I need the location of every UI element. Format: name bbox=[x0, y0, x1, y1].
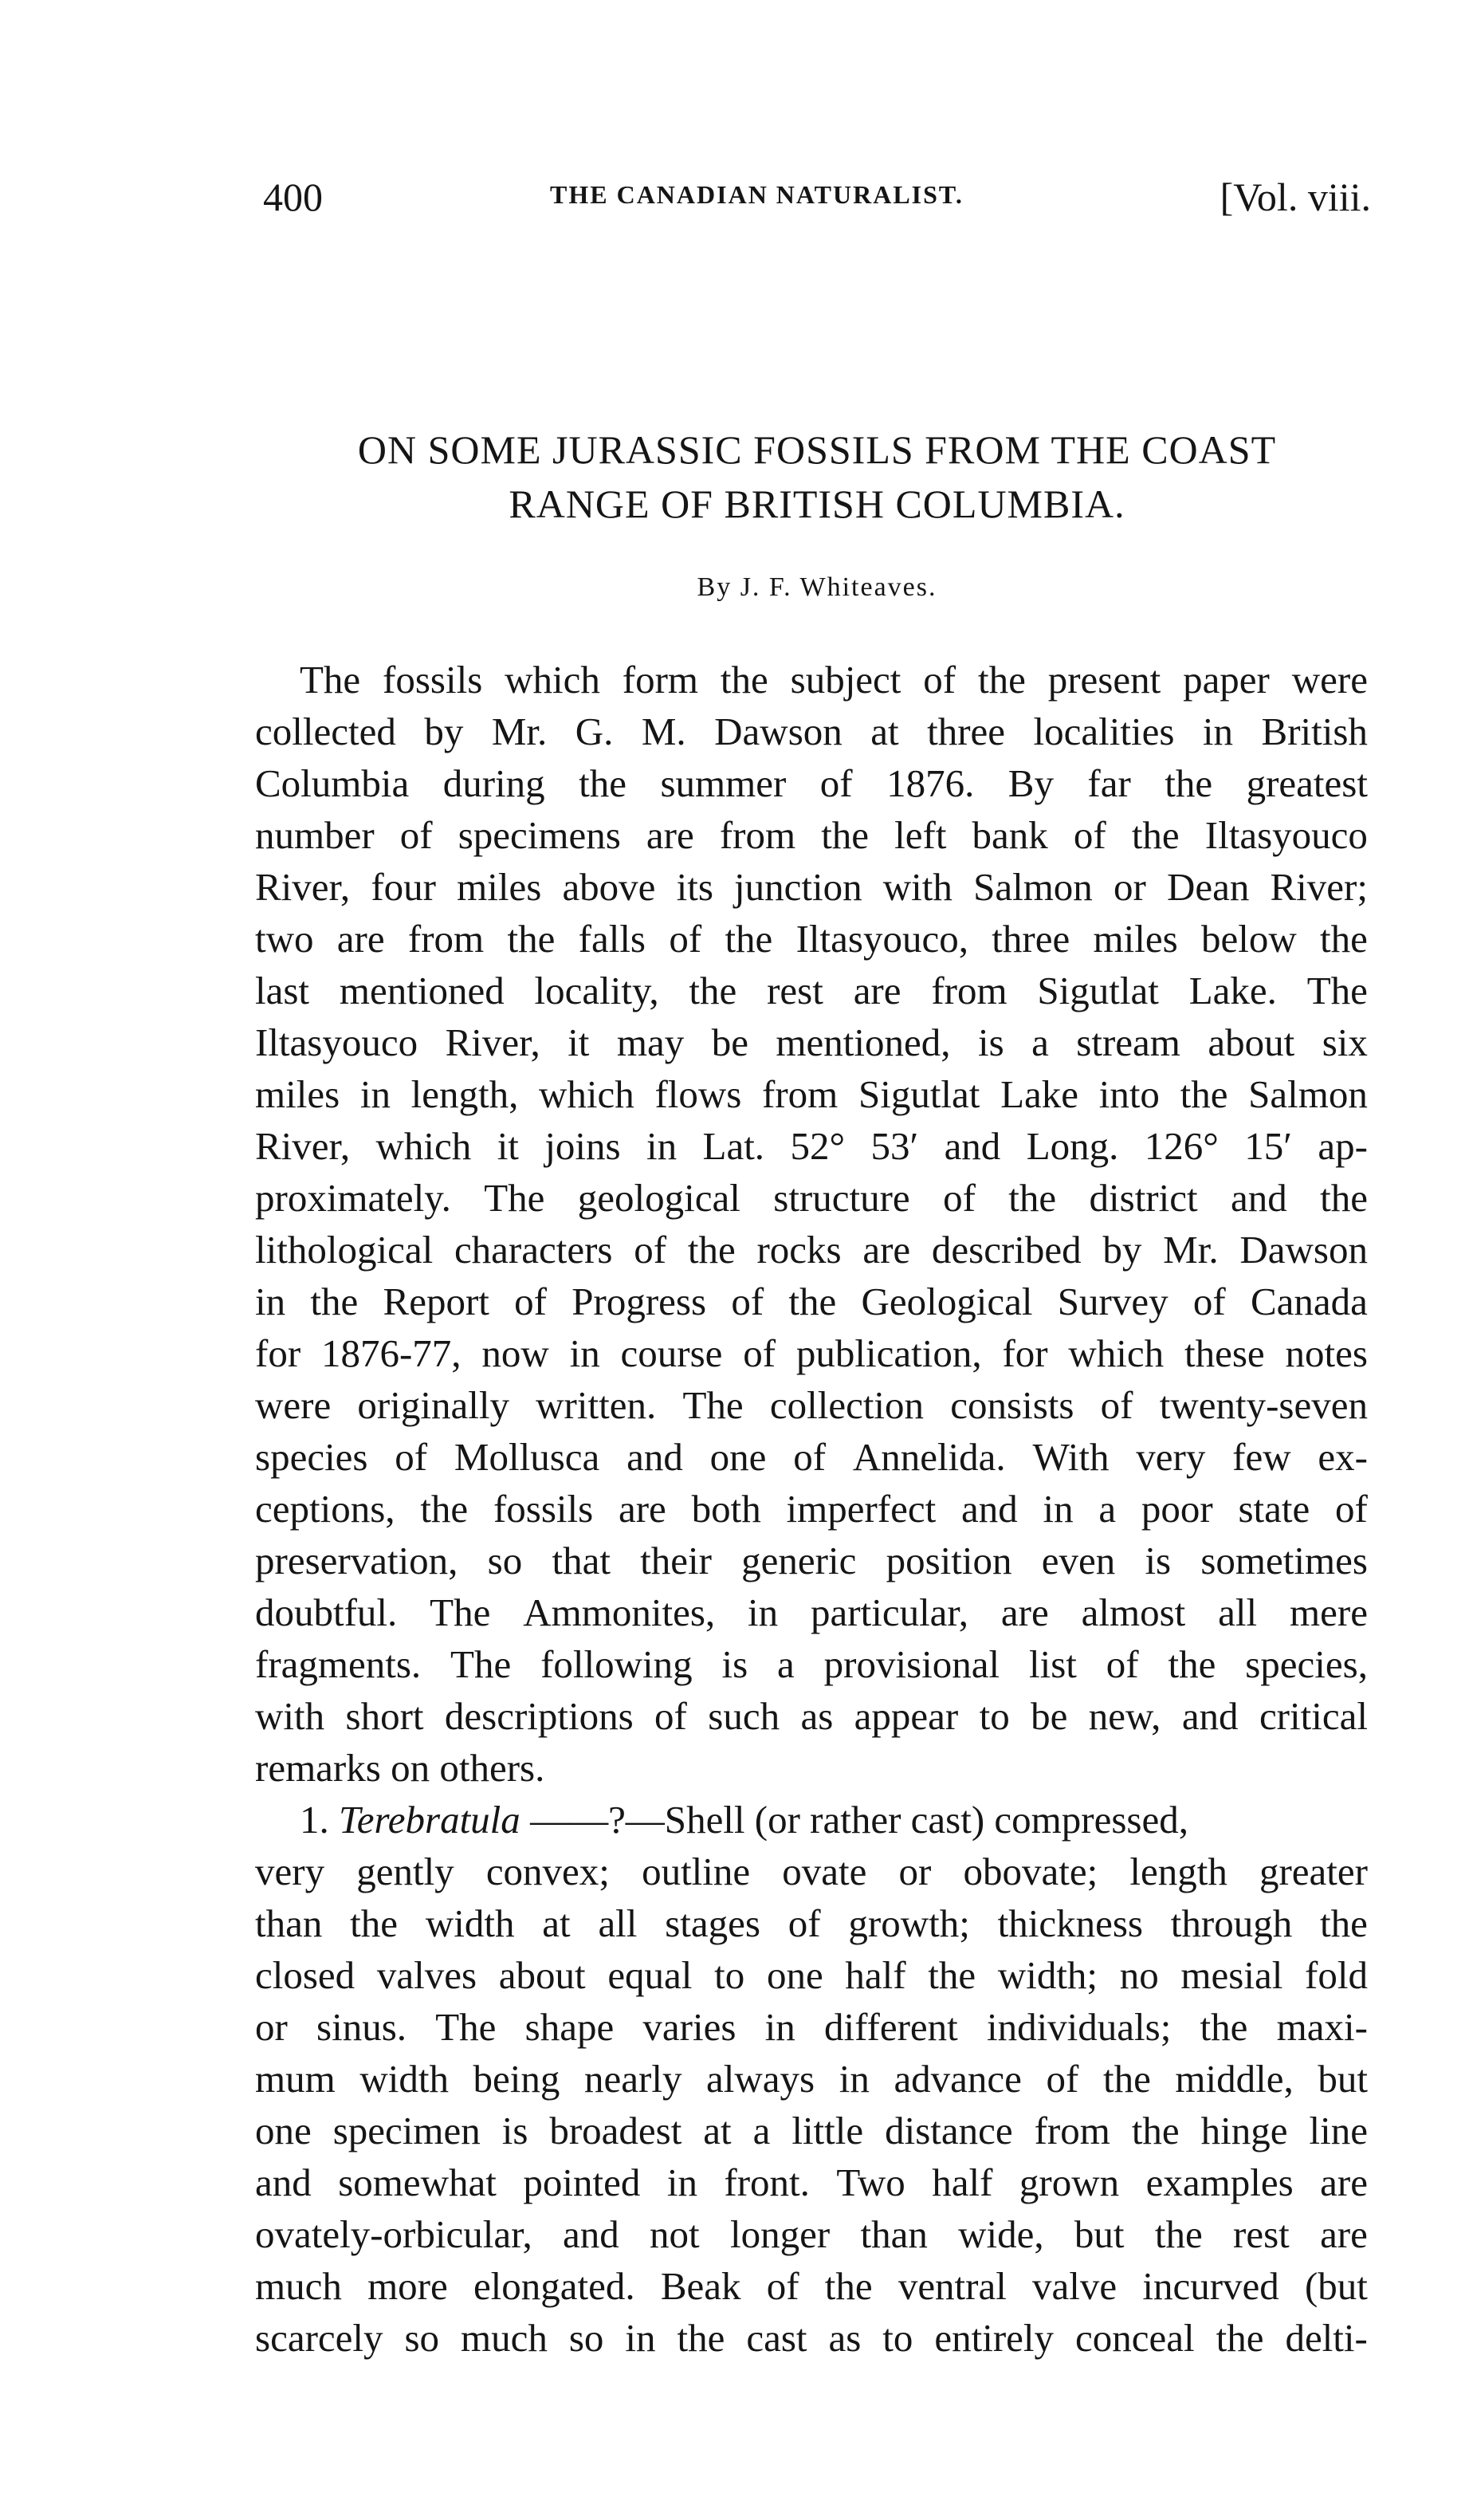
volume-label: [Vol. viii. bbox=[1220, 175, 1371, 219]
text-line: two are from the falls of the Iltasyouco, three miles below the bbox=[255, 917, 1368, 961]
paragraph-terebratula bbox=[255, 1794, 1368, 2364]
text-line: miles in length, which flows from Sigutlat Lake into the Salmon bbox=[255, 1072, 1368, 1116]
text-line: preservation, so that their generic position even is sometimes bbox=[255, 1539, 1368, 1582]
text-line: one specimen is broadest at a little distance from the hinge line bbox=[255, 2109, 1368, 2152]
journal-title: THE CANADIAN NATURALIST. bbox=[550, 180, 964, 209]
text-line: remarks on others. bbox=[255, 1746, 545, 1790]
item-description-start: ——?—Shell (or rather cast) compressed, bbox=[520, 1798, 1188, 1842]
text-line: species of Mollusca and one of Annelida. With very few ex- bbox=[255, 1435, 1368, 1479]
text-line: very gently convex; outline ovate or obovate; length greater bbox=[255, 1850, 1368, 1893]
text-line: last mentioned locality, the rest are from Sigutlat Lake. The bbox=[255, 969, 1368, 1012]
text-line: with short descriptions of such as appear to be new, and critical bbox=[255, 1694, 1368, 1738]
text-line: number of specimens are from the left bank of the Iltasyouco bbox=[255, 813, 1368, 857]
text-line: doubtful. The Ammonites, in particular, are almost all mere bbox=[255, 1590, 1368, 1634]
text-line: Iltasyouco River, it may be mentioned, is a stream about six bbox=[255, 1020, 1368, 1064]
text-line: and somewhat pointed in front. Two half grown examples are bbox=[255, 2160, 1368, 2204]
article-title-line: ON SOME JURASSIC FOSSILS FROM THE COAST bbox=[357, 427, 1277, 472]
running-head bbox=[263, 174, 1371, 230]
text-line: collected by Mr. G. M. Dawson at three localities in British bbox=[255, 710, 1368, 753]
paragraph-intro bbox=[255, 654, 1368, 1794]
text-line: River, four miles above its junction with Salmon or Dean River; bbox=[255, 865, 1368, 909]
page-number: 400 bbox=[263, 175, 323, 219]
text-line: River, which it joins in Lat. 52° 53′ and Long. 126° 15′ ap- bbox=[255, 1124, 1368, 1168]
text-line: ovately-orbicular, and not longer than wide, but the rest are bbox=[255, 2212, 1368, 2256]
text-line: were originally written. The collection consists of twenty-seven bbox=[255, 1383, 1368, 1427]
text-line bbox=[255, 1794, 1368, 1846]
article-title bbox=[263, 423, 1371, 531]
text-line: or sinus. The shape varies in different individuals; the maxi- bbox=[255, 2005, 1368, 2049]
article-body bbox=[255, 654, 1368, 2364]
text-line: scarcely so much so in the cast as to entirely conceal the delti- bbox=[255, 2316, 1368, 2360]
text-line: proximately. The geological structure of the district and the bbox=[255, 1176, 1368, 1220]
text-line: than the width at all stages of growth; thickness through the bbox=[255, 1901, 1368, 1945]
text-line: much more elongated. Beak of the ventral valve incurved (but bbox=[255, 2264, 1368, 2308]
text-line: lithological characters of the rocks are described by Mr. Dawson bbox=[255, 1228, 1368, 1272]
text-line: ceptions, the fossils are both imperfect and in a poor state of bbox=[255, 1487, 1368, 1531]
byline: By J. F. Whiteaves. bbox=[697, 572, 937, 602]
text-line: in the Report of Progress of the Geological Survey of Canada bbox=[255, 1280, 1368, 1323]
article-title-line: RANGE OF BRITISH COLUMBIA. bbox=[509, 482, 1125, 526]
text-line: for 1876-77, now in course of publication, for which these notes bbox=[255, 1331, 1368, 1375]
genus-name: Terebratula bbox=[339, 1798, 520, 1842]
text-line: mum width being nearly always in advance of the middle, but bbox=[255, 2057, 1368, 2101]
text-line: The fossils which form the subject of the present paper were bbox=[300, 658, 1368, 702]
text-line: fragments. The following is a provisional list of the species, bbox=[255, 1642, 1368, 1686]
text-line: closed valves about equal to one half the width; no mesial fold bbox=[255, 1953, 1368, 1997]
text-line: Columbia during the summer of 1876. By far the greatest bbox=[255, 761, 1368, 805]
item-number: 1. bbox=[300, 1798, 339, 1842]
